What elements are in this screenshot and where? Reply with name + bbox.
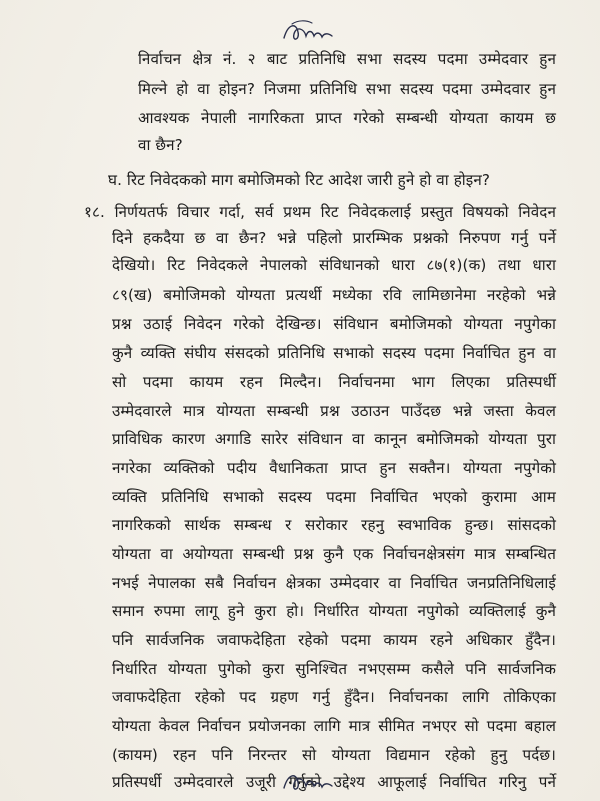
paragraph-18-line: नगरेका व्यक्तिको पदीय वैधानिकता प्राप्त हुन सक्तैन। योग्यता नपुगेको: [112, 459, 556, 477]
paragraph-18-line: पनि सार्वजनिक जवाफदेहिता रहेको पदमा कायम रहने अधिकार हुँदैन।: [112, 631, 556, 649]
text-line: मिल्ने हो वा होइन? निजमा प्रतिनिधि सभा सदस्य पदमा उम्मेदवार हुन: [138, 80, 556, 98]
question-gha: घ. रिट निवेदकको माग बमोजिमको रिट आदेश जारी हुने हो वा होइन?: [108, 171, 491, 189]
paragraph-18-line: नागरिकको सार्थक सम्बन्ध र सरोकार रहनु स्वभाविक हुन्छ। सांसदको: [112, 516, 556, 534]
paragraph-18-line: समान रुपमा लागू हुने कुरा हो। निर्धारित योग्यता नपुगेको व्यक्तिलाई कुनै: [112, 602, 556, 620]
paragraph-18-line: योग्यता केवल निर्वाचन प्रयोजनका लागि मात्र सीमित नभएर सो पदमा बहाल: [112, 717, 556, 735]
text-line: वा छैन?: [138, 136, 183, 154]
paragraph-18-line: १८. निर्णयतर्फ विचार गर्दा, सर्व प्रथम रिट निवेदकलाई प्रस्तुत विषयको निवेदन: [84, 203, 556, 221]
paragraph-18-line: (कायम) रहन पनि निरन्तर सो योग्यता विद्यमान रहेको हुनु पर्दछ।: [112, 746, 556, 764]
signature-icon: [278, 768, 338, 798]
paragraph-18-line: व्यक्ति प्रतिनिधि सभाको सदस्य पदमा निर्वाचित भएको कुरामा आम: [112, 488, 556, 506]
paragraph-18-line: प्रश्न उठाई निवेदन गरेको देखिन्छ। संविधान बमोजिमको योग्यता नपुगेका: [112, 315, 556, 333]
paragraph-18-line: उम्मेदवारले मात्र योग्यता सम्बन्धी प्रश्न उठाउन पाउँदछ भन्ने जस्ता केवल: [112, 402, 556, 420]
text-line: आवश्यक नेपाली नागरिकता प्राप्त गरेको सम्बन्धी योग्यता कायम छ: [138, 109, 556, 127]
paragraph-18-line: देखियो। रिट निवेदकले नेपालको संविधानको धारा ८७(१)(क) तथा धारा: [112, 256, 556, 274]
paragraph-18-line: सो पदमा कायम रहन मिल्दैन। निर्वाचनमा भाग लिएका प्रतिस्पर्धी: [112, 373, 556, 391]
paragraph-18-line: ८९(ख) बमोजिमको योग्यता प्रत्यर्थी मध्येका रवि लामिछानेमा नरहेको भन्ने: [112, 286, 556, 304]
signature-icon: [278, 18, 338, 48]
paragraph-18-line: नभई नेपालका सबै निर्वाचन क्षेत्रका उम्मेदवार वा निर्वाचित जनप्रतिनिधिलाई: [112, 574, 556, 592]
paragraph-18-line: प्रतिस्पर्धी उम्मेदवारले उजूरी गर्नुको उद्देश्य आफूलाई निर्वाचित गरिनु पर्ने: [112, 773, 556, 791]
paragraph-18-line: दिने हकदैया छ वा छैन? भन्ने पहिलो प्रारम्भिक प्रश्नको निरुपण गर्नु पर्ने: [112, 229, 556, 247]
paragraph-18-line: निर्धारित योग्यता पुगेको कुरा सुनिश्चित नभएसम्म कसैले पनि सार्वजनिक: [112, 660, 556, 678]
paragraph-18-line: जवाफदेहिता रहेको पद ग्रहण गर्नु हुँदैन। निर्वाचनका लागि तोकिएका: [112, 688, 556, 706]
text-line: निर्वाचन क्षेत्र नं. २ बाट प्रतिनिधि सभा सदस्य पदमा उम्मेदवार हुन: [138, 50, 556, 68]
paragraph-18-line: प्राविधिक कारण अगाडि सारेर संविधान वा कानून बमोजिमको योग्यता पुरा: [112, 430, 556, 448]
paragraph-18-line: योग्यता वा अयोग्यता सम्बन्धी प्रश्न कुनै एक निर्वाचनक्षेत्रसंग मात्र सम्बन्धित: [112, 545, 556, 563]
paragraph-18-line: कुनै व्यक्ति संघीय संसदको प्रतिनिधि सभाको सदस्य पदमा निर्वाचित हुन वा: [112, 344, 556, 362]
